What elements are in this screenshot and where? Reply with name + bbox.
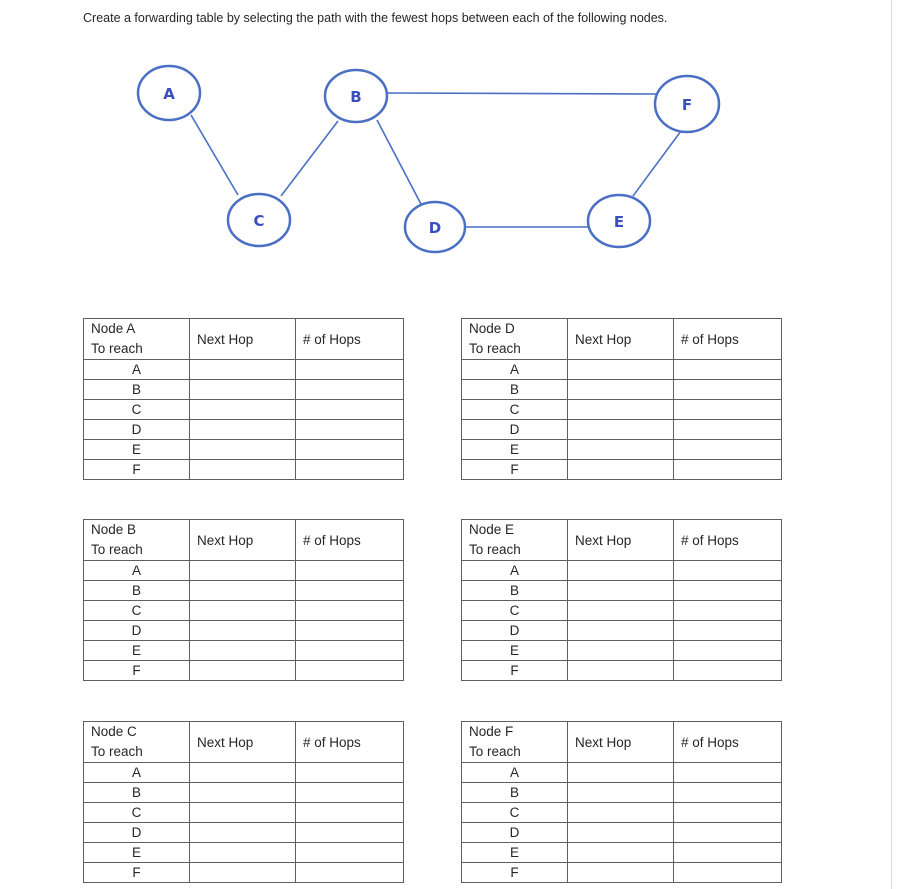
table-row — [462, 823, 782, 843]
destination-cell: A — [84, 561, 190, 581]
node-e — [588, 195, 650, 247]
next-hop-cell[interactable] — [568, 460, 674, 480]
next-hop-cell[interactable] — [190, 460, 296, 480]
hops-cell[interactable] — [296, 843, 404, 863]
next-hop-cell[interactable] — [190, 641, 296, 661]
table-row — [84, 621, 404, 641]
hops-cell[interactable] — [296, 581, 404, 601]
destination-cell: C — [462, 601, 568, 621]
destination-cell: A — [84, 360, 190, 380]
next-hop-cell[interactable] — [568, 440, 674, 460]
hops-cell[interactable] — [674, 621, 782, 641]
hops-header: # of Hops — [674, 520, 782, 561]
hops-cell[interactable] — [674, 783, 782, 803]
next-hop-cell[interactable] — [568, 803, 674, 823]
hops-cell[interactable] — [674, 360, 782, 380]
hops-cell[interactable] — [296, 641, 404, 661]
table-row — [84, 803, 404, 823]
table-node-header — [84, 319, 190, 360]
forwarding-table-node-c — [83, 721, 404, 883]
hops-cell[interactable] — [674, 400, 782, 420]
hops-cell[interactable] — [296, 621, 404, 641]
hops-cell[interactable] — [296, 661, 404, 681]
destination-cell: E — [84, 641, 190, 661]
next-hop-cell[interactable] — [190, 803, 296, 823]
next-hop-cell[interactable] — [190, 400, 296, 420]
node-title: Node B — [91, 522, 137, 537]
table-row — [462, 561, 782, 581]
next-hop-cell[interactable] — [190, 420, 296, 440]
destination-cell: B — [84, 783, 190, 803]
destination-cell: D — [462, 621, 568, 641]
edge-b-f — [387, 93, 656, 94]
to-reach-label: To reach — [91, 744, 143, 759]
destination-cell: B — [462, 380, 568, 400]
next-hop-header: Next Hop — [190, 722, 296, 763]
table-row — [462, 440, 782, 460]
table-row — [84, 460, 404, 480]
hops-cell[interactable] — [296, 380, 404, 400]
destination-cell: B — [84, 581, 190, 601]
hops-header: # of Hops — [296, 520, 404, 561]
next-hop-cell[interactable] — [190, 561, 296, 581]
destination-cell: F — [462, 863, 568, 883]
table-row — [84, 360, 404, 380]
hops-cell[interactable] — [296, 440, 404, 460]
next-hop-cell[interactable] — [568, 400, 674, 420]
table-node-header — [462, 520, 568, 561]
destination-cell: A — [462, 763, 568, 783]
next-hop-cell[interactable] — [568, 661, 674, 681]
hops-cell[interactable] — [674, 601, 782, 621]
node-a-label: A — [163, 85, 175, 103]
next-hop-cell[interactable] — [190, 763, 296, 783]
instructions-text: Create a forwarding table by selecting the path with the fewest hops between each of the following nodes. — [83, 11, 668, 25]
next-hop-cell[interactable] — [190, 440, 296, 460]
hops-cell[interactable] — [296, 561, 404, 581]
table-row — [462, 581, 782, 601]
destination-cell: E — [462, 641, 568, 661]
hops-cell[interactable] — [296, 400, 404, 420]
destination-cell: A — [84, 763, 190, 783]
next-hop-cell[interactable] — [190, 601, 296, 621]
table-row — [462, 360, 782, 380]
table-row — [462, 621, 782, 641]
table-row — [462, 420, 782, 440]
table-row — [462, 843, 782, 863]
hops-cell[interactable] — [674, 581, 782, 601]
table-row — [462, 641, 782, 661]
destination-cell: D — [84, 420, 190, 440]
edge-e-f — [633, 131, 681, 196]
node-title: Node E — [469, 522, 515, 537]
destination-cell: F — [84, 661, 190, 681]
to-reach-label: To reach — [469, 542, 521, 557]
hops-cell[interactable] — [674, 863, 782, 883]
next-hop-cell[interactable] — [568, 380, 674, 400]
hops-cell[interactable] — [674, 440, 782, 460]
node-c-label: C — [253, 212, 265, 230]
table-row — [84, 400, 404, 420]
hops-cell[interactable] — [296, 863, 404, 883]
next-hop-cell[interactable] — [190, 661, 296, 681]
forwarding-table-node-b — [83, 519, 404, 681]
next-hop-cell[interactable] — [568, 783, 674, 803]
destination-cell: E — [462, 843, 568, 863]
to-reach-label: To reach — [91, 542, 143, 557]
table-row — [462, 601, 782, 621]
next-hop-cell[interactable] — [568, 763, 674, 783]
destination-cell: E — [84, 843, 190, 863]
hops-cell[interactable] — [674, 460, 782, 480]
table-row — [462, 783, 782, 803]
node-d — [405, 202, 465, 252]
next-hop-header: Next Hop — [568, 319, 674, 360]
destination-cell: F — [84, 863, 190, 883]
table-row — [84, 561, 404, 581]
hops-cell[interactable] — [674, 803, 782, 823]
node-title: Node A — [91, 321, 136, 336]
destination-cell: C — [462, 400, 568, 420]
table-row — [84, 581, 404, 601]
network-graph — [0, 0, 898, 300]
next-hop-cell[interactable] — [568, 843, 674, 863]
destination-cell: C — [462, 803, 568, 823]
next-hop-header: Next Hop — [568, 520, 674, 561]
to-reach-label: To reach — [91, 341, 143, 356]
table-row — [84, 661, 404, 681]
hops-cell[interactable] — [296, 420, 404, 440]
destination-cell: D — [84, 621, 190, 641]
table-row — [462, 803, 782, 823]
next-hop-cell[interactable] — [568, 420, 674, 440]
next-hop-cell[interactable] — [190, 783, 296, 803]
hops-cell[interactable] — [296, 460, 404, 480]
destination-cell: B — [84, 380, 190, 400]
destination-cell: C — [84, 601, 190, 621]
table-row — [84, 380, 404, 400]
hops-header: # of Hops — [674, 319, 782, 360]
next-hop-header: Next Hop — [568, 722, 674, 763]
node-b — [325, 70, 387, 122]
table-row — [84, 763, 404, 783]
next-hop-cell[interactable] — [568, 601, 674, 621]
next-hop-cell[interactable] — [190, 863, 296, 883]
table-row — [462, 863, 782, 883]
edge-c-b — [281, 121, 338, 196]
hops-cell[interactable] — [674, 823, 782, 843]
destination-cell: F — [462, 460, 568, 480]
table-row — [84, 823, 404, 843]
hops-header: # of Hops — [674, 722, 782, 763]
table-row — [84, 641, 404, 661]
hops-cell[interactable] — [296, 763, 404, 783]
forwarding-table-node-d — [461, 318, 782, 480]
next-hop-cell[interactable] — [190, 621, 296, 641]
table-row — [84, 601, 404, 621]
table-row — [462, 763, 782, 783]
forwarding-table-node-a — [83, 318, 404, 480]
hops-cell[interactable] — [674, 561, 782, 581]
destination-cell: C — [84, 400, 190, 420]
next-hop-cell[interactable] — [568, 621, 674, 641]
to-reach-label: To reach — [469, 341, 521, 356]
next-hop-cell[interactable] — [568, 823, 674, 843]
destination-cell: F — [462, 661, 568, 681]
destination-cell: D — [84, 823, 190, 843]
hops-cell[interactable] — [674, 661, 782, 681]
next-hop-header: Next Hop — [190, 319, 296, 360]
next-hop-cell[interactable] — [190, 843, 296, 863]
next-hop-cell[interactable] — [190, 581, 296, 601]
table-row — [84, 783, 404, 803]
table-node-header — [462, 722, 568, 763]
next-hop-cell[interactable] — [568, 863, 674, 883]
destination-cell: B — [462, 783, 568, 803]
hops-cell[interactable] — [674, 843, 782, 863]
node-f-label: F — [681, 96, 693, 114]
destination-cell: A — [462, 360, 568, 380]
next-hop-cell[interactable] — [190, 380, 296, 400]
table-node-header — [84, 520, 190, 561]
next-hop-cell[interactable] — [568, 360, 674, 380]
hops-cell[interactable] — [296, 360, 404, 380]
node-e-label: E — [613, 213, 625, 231]
table-row — [462, 400, 782, 420]
next-hop-header: Next Hop — [190, 520, 296, 561]
table-row — [84, 440, 404, 460]
hops-cell[interactable] — [674, 420, 782, 440]
node-d-label: D — [428, 219, 442, 237]
table-node-header — [462, 319, 568, 360]
table-row — [462, 661, 782, 681]
hops-header: # of Hops — [296, 319, 404, 360]
destination-cell: D — [462, 420, 568, 440]
to-reach-label: To reach — [469, 744, 521, 759]
forwarding-table-node-f — [461, 721, 782, 883]
destination-cell: C — [84, 803, 190, 823]
table-row — [462, 460, 782, 480]
hops-cell[interactable] — [296, 803, 404, 823]
next-hop-cell[interactable] — [568, 561, 674, 581]
table-node-header — [84, 722, 190, 763]
node-b-label: B — [350, 88, 362, 106]
destination-cell: F — [84, 460, 190, 480]
destination-cell: B — [462, 581, 568, 601]
node-f — [655, 76, 719, 132]
table-row — [84, 843, 404, 863]
destination-cell: A — [462, 561, 568, 581]
node-title: Node F — [469, 724, 514, 739]
edge-b-d — [377, 120, 422, 206]
node-c — [228, 194, 290, 246]
forwarding-table-node-e — [461, 519, 782, 681]
hops-cell[interactable] — [296, 601, 404, 621]
hops-cell[interactable] — [674, 641, 782, 661]
node-title: Node D — [469, 321, 515, 336]
node-title: Node C — [91, 724, 137, 739]
table-row — [462, 380, 782, 400]
next-hop-cell[interactable] — [568, 641, 674, 661]
hops-cell[interactable] — [296, 823, 404, 843]
next-hop-cell[interactable] — [190, 360, 296, 380]
hops-cell[interactable] — [296, 783, 404, 803]
next-hop-cell[interactable] — [568, 581, 674, 601]
next-hop-cell[interactable] — [190, 823, 296, 843]
destination-cell: E — [84, 440, 190, 460]
node-a — [138, 66, 200, 120]
destination-cell: E — [462, 440, 568, 460]
destination-cell: D — [462, 823, 568, 843]
hops-cell[interactable] — [674, 763, 782, 783]
hops-cell[interactable] — [674, 380, 782, 400]
hops-header: # of Hops — [296, 722, 404, 763]
table-row — [84, 863, 404, 883]
edge-a-c — [191, 115, 238, 195]
table-row — [84, 420, 404, 440]
